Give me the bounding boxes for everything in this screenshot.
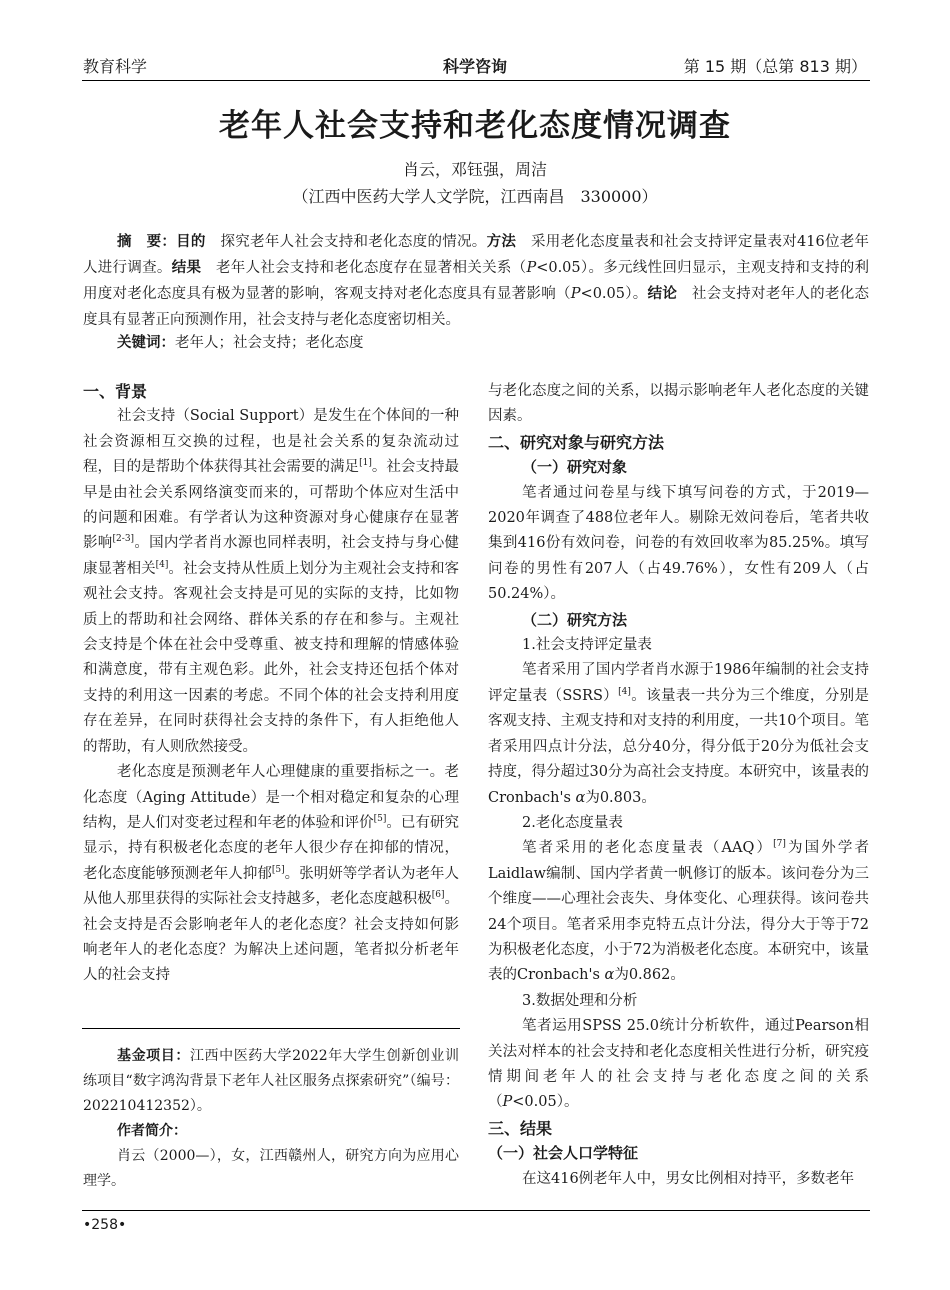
section-heading-methods: 二、研究对象与研究方法 [488, 432, 665, 452]
fund-text: 江西中医药大学2022年大学生创新创业训练项目“数字鸿沟背景下老年人社区服务点探索研究”（编号：202210412352）。 [83, 1048, 459, 1114]
subsection-heading-method: （二）研究方法 [522, 610, 628, 629]
abstract-method: 采用老化态度量表和社会支持评定量表对416位老年人进行调查。 [83, 234, 870, 276]
issue-number: 第 15 期（总第 813 期） [683, 57, 867, 76]
subsubsection-heading-aaq: 2.老化态度量表 [522, 814, 623, 831]
footer-divider [82, 1210, 870, 1211]
alpha-symbol: α [575, 789, 586, 806]
conclusion-label: 结论 [647, 286, 678, 302]
fund-label: 基金项目： [117, 1048, 190, 1064]
paragraph-data-analysis: 笔者运用SPSS 25.0统计分析软件，通过Pearson相关法对样本的社会支持和老化态度相关性进行分析，研究疫情期间老年人的社会支持与老化态度之间的关系（P<0.05）。 [488, 1018, 869, 1111]
journal-name: 科学咨询 [442, 57, 507, 76]
keywords-label: 关键词： [117, 335, 175, 351]
abstract-result: <0.05）。 [580, 286, 648, 302]
abstract-result: <0.05）。多元线性回归显示，主观支持和支持的利用度对老化态度具有极为显著的影响，客观支持对老化态度具有显著影响（ [83, 260, 870, 302]
citation: [7] [773, 839, 786, 850]
paragraph-aaq: 笔者采用的老化态度量表（AAQ）[7]为国外学者Laidlaw编制、国内学者黄一帆修订的版本。该问卷分为三个维度——心理社会丧失、身体变化、心理获得。该问卷共24个项目。笔者采用李克特五点计分法，得分大于等于72为积极老化态度，小于72为消极老化态度。本研究中，该量表的Cronbach's α为0.862。 [488, 839, 869, 984]
footnote-divider [82, 1028, 460, 1029]
author-list: 肖云，邓钰强，周洁 [402, 160, 547, 179]
paragraph-subjects: 笔者通过问卷星与线下填写问卷的方式，于2019—2020年调查了488位老年人。剔除无效问卷后，笔者共收集到416份有效问卷，问卷的有效回收率为85.25%。填写问卷的男性有207人（占49.76%），女性有209人（占50.24%）。 [488, 484, 869, 603]
paragraph-social-support: 社会支持（Social Support）是发生在个体间的一种社会资源相互交换的过程，也是社会关系的复杂流动过程，目的是帮助个体获得其社会需要的满足[1]。社会支持最早是由社会关系网络演变而来的，可帮助个体应对生活中的问题和困难。有学者认为这种资源对身心健康存在显著影响[2-3]。国内学者肖水源也同样表明，社会支持与身心健康显著相关[4]。社会支持从性质上划分为主观社会支持和客观社会支持。客观社会支持是可见的实际的支持，比如物质上的帮助和社会网络、群体关系的存在和参与。主观社会支持是个体在社会中受尊重、被支持和理解的情感体验和满意度，带有主观色彩。此外，社会支持还包括个体对支持的利用这一因素的考虑。不同个体的社会支持利用度存在差异，在同时获得社会支持的条件下，有人拒绝他人的帮助，有人则欣然接受。 [83, 408, 460, 755]
subsection-heading-demographics: （一）社会人口学特征 [488, 1144, 639, 1163]
page-number: •258• [83, 1217, 127, 1233]
citation: [2-3] [112, 534, 135, 545]
p-symbol: P [526, 260, 537, 276]
paper-title: 老年人社会支持和老化态度情况调查 [219, 108, 731, 144]
section-heading-background: 一、背景 [83, 382, 148, 401]
abstract-purpose: 探究老年人社会支持和老化态度的情况。 [205, 234, 487, 250]
keywords-text: 老年人；社会支持；老化态度 [175, 335, 364, 351]
abstract-label: 摘 要： [117, 234, 177, 250]
author-intro-text: 肖云（2000—），女，江西赣州人，研究方向为应用心理学。 [83, 1148, 459, 1189]
purpose-label: 目的 [176, 234, 206, 250]
abstract-conclusion: 社会支持对老年人的老化态度具有显著正向预测作用，社会支持与老化态度密切相关。 [83, 286, 870, 328]
journal-section: 教育科学 [83, 57, 148, 76]
paragraph-demographics: 在这416例老年人中，男女比例相对持平，多数老年 [522, 1170, 855, 1187]
result-label: 结果 [171, 260, 202, 276]
p-symbol: P [570, 286, 581, 302]
left-column [83, 379, 459, 989]
subsection-heading-subjects: （一）研究对象 [522, 458, 628, 477]
citation: [4] [155, 560, 169, 571]
citation: [6] [431, 890, 445, 901]
abstract-result: 老年人社会支持和老化态度存在显著相关关系（ [201, 260, 527, 276]
paragraph-aging-attitude: 老化态度是预测老年人心理健康的重要指标之一。老化态度（Aging Attitude）是一个相对稳定和复杂的心理结构，是人们对变老过程和年老的体验和评价[5]。已有研究显示，持有积极老化态度的老年人很少存在抑郁的情况，老化态度能够预测老年人抑郁[5]。张明妍等学者认为老年人从他人那里获得的实际社会支持越多，老化态度越积极[6]。社会支持是否会影响老年人的老化态度？社会支持如何影响老年人的老化态度？为解决上述问题，笔者拟分析老年人的社会支持 [83, 764, 460, 984]
header-divider [82, 80, 870, 81]
paragraph-continued: 与老化态度之间的关系，以揭示影响老年人老化态度的关键因素。 [488, 383, 869, 425]
affiliation: （江西中医药大学人文学院，江西南昌 330000） [292, 187, 658, 206]
section-heading-results: 三、结果 [488, 1118, 553, 1138]
citation: [4] [618, 687, 631, 698]
citation: [5] [373, 814, 387, 825]
paragraph-ssrs: 笔者采用了国内学者肖水源于1986年编制的社会支持评定量表（SSRS）[4]。该量表一共分为三个维度，分别是客观支持、主观支持和对支持的利用度，一共10个项目。笔者采用四点计分法，总分40分，得分低于20分为低社会支持度，得分超过30分为高社会支持度。本研究中，该量表的Cronbach's α为0.803。 [488, 662, 869, 806]
citation: [1] [359, 458, 372, 469]
keywords [117, 331, 364, 352]
author-intro-label: 作者简介： [117, 1123, 187, 1139]
subsubsection-heading-data: 3.数据处理和分析 [522, 992, 638, 1009]
citation: [5] [271, 864, 285, 875]
alpha-symbol: α [604, 967, 615, 984]
abstract [83, 229, 869, 333]
method-label: 方法 [486, 234, 517, 250]
subsubsection-heading-ssrs: 1.社会支持评定量表 [522, 637, 652, 654]
p-symbol: P [502, 1094, 513, 1111]
right-column [488, 379, 869, 1192]
footnote [83, 1044, 459, 1194]
